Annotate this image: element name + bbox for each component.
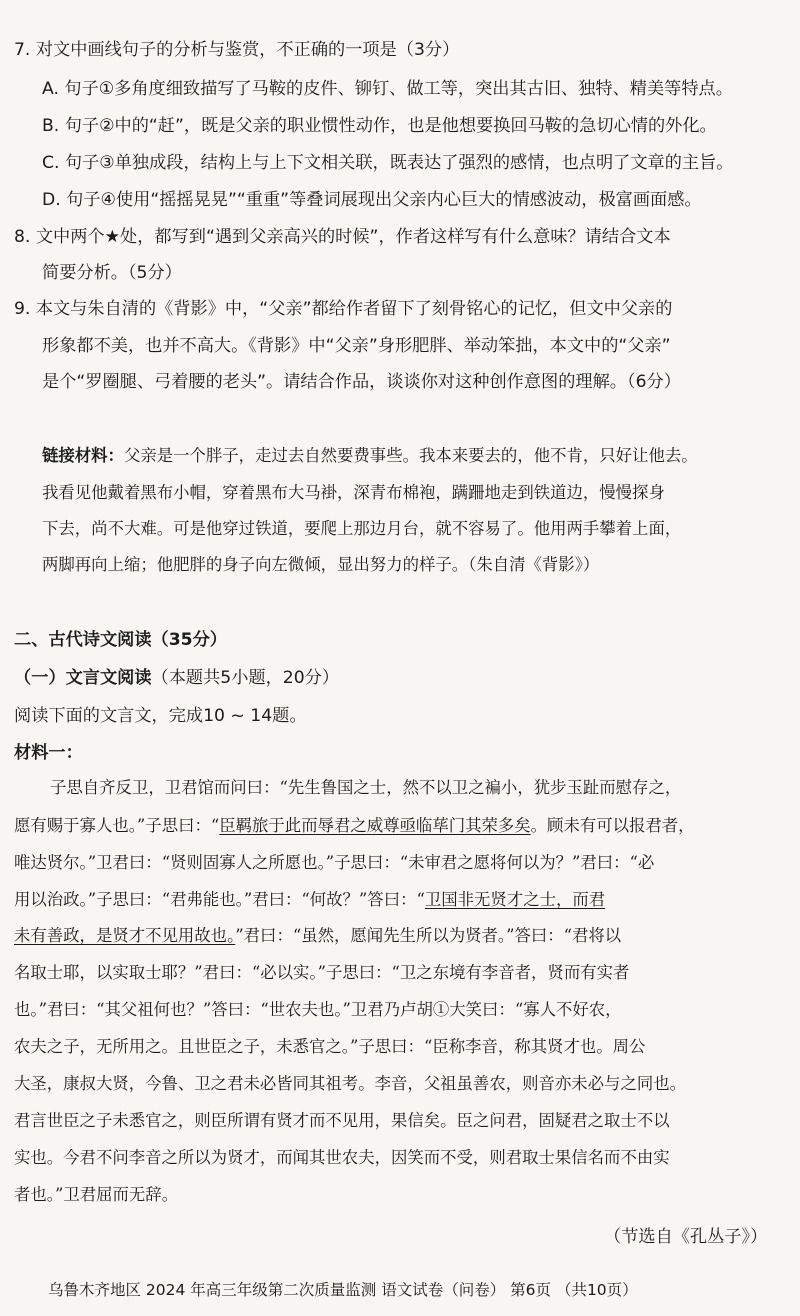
page-footer: 乌鲁木齐地区 2024 年高三年级第二次质量监测 语文试卷（问卷） 第6页 （共10页） <box>48 1281 638 1299</box>
q7-option-d: D. 句子④使用“摇摇晃晃”“重重”等叠词展现出父亲内心巨大的情感波动，极富画面感。 <box>42 190 702 210</box>
passage-line-5-b: ”君曰：“虽然，愿闻先生所以为贤者。”答曰：“君将以 <box>235 926 622 945</box>
passage-line-11: 实也。今君不问李音之所以为贤才，而闻其世农夫，因笑而不受，则君取士果信名而不由实 <box>14 1148 670 1167</box>
passage-line-5 <box>14 924 621 948</box>
q9-line-3: 是个“罗圈腿、弓着腰的老头”。请结合作品，谈谈你对这种创作意图的理解。（6分） <box>42 372 681 392</box>
q7-option-b: B. 句子②中的“赶”，既是父亲的职业惯性动作，也是他想要换回马鞍的急切心情的外化。 <box>42 116 717 136</box>
q9-line-2: 形象都不美，也并不高大。《背影》中“父亲”身形肥胖、举动笨拙，本文中的“父亲” <box>42 336 671 356</box>
section-2-sub-note: （本题共5小题，20分） <box>151 668 340 688</box>
passage-source: （节选自《孔丛子》） <box>604 1227 768 1247</box>
underlined-sentence-1: 臣羁旅于此而辱君之威尊亟临荜门其荣多矣 <box>219 816 531 835</box>
passage-line-2-a: 愿有赐于寡人也。”子思曰：“ <box>14 816 220 835</box>
passage-line-6: 名取士耶，以实取士耶？”君曰：“必以实。”子思曰：“卫之东境有李音者，贤而有实者 <box>14 963 630 982</box>
q9-line-1: 9. 本文与朱自清的《背影》中，“父亲”都给作者留下了刻骨铭心的记忆，但文中父亲的 <box>14 299 673 319</box>
q7-option-a: A. 句子①多角度细致描写了马鞍的皮件、铆钉、做工等，突出其古旧、独特、精美等特点。 <box>42 79 733 99</box>
link-material-line-3: 下去，尚不大难。可是他穿过铁道，要爬上那边月台，就不容易了。他用两手攀着上面， <box>42 519 682 538</box>
passage-line-8: 农夫之子，无所用之。且世臣之子，未悉官之。”子思曰：“臣称李音，称其贤才也。周公 <box>14 1037 646 1056</box>
q8-line-2: 简要分析。（5分） <box>42 263 182 283</box>
section-2-sub-heading <box>14 666 339 690</box>
link-material-line-2: 我看见他戴着黑布小帽，穿着黑布大马褂，深青布棉袍，蹒跚地走到铁道边，慢慢探身 <box>42 483 665 502</box>
link-material-line-1 <box>42 444 698 468</box>
passage-line-12: 者也。”卫君屈而无辞。 <box>14 1185 179 1204</box>
passage-line-2 <box>14 814 695 838</box>
passage-line-9: 大圣，康叔大贤，今鲁、卫之君未必皆同其祖考。李音，父祖虽善农，则音亦未必与之同也。 <box>14 1074 687 1093</box>
q7-stem: 7. 对文中画线句子的分析与鉴赏，不正确的一项是（3分） <box>14 40 460 60</box>
material-one-label: 材料一： <box>14 743 83 763</box>
section-2-instruction: 阅读下面的文言文，完成10 ~ 14题。 <box>14 706 307 726</box>
passage-line-4-a: 用以治政。”子思曰：“君弗能也。”君曰：“何故？”答曰：“ <box>14 890 425 909</box>
underlined-sentence-2-a: 卫国非无贤才之士，而君 <box>424 890 606 909</box>
section-2-heading: 二、古代诗文阅读（35分） <box>14 630 227 650</box>
passage-line-7: 也。”君曰：“其父祖何也？”答曰：“世农夫也。”卫君乃卢胡①大笑曰：“寡人不好农， <box>14 1000 622 1019</box>
passage-line-10: 君言世臣之子未悉官之，则臣所谓有贤才而不见用，果信矣。臣之问君，固疑君之取士不以 <box>14 1111 670 1130</box>
q7-option-c: C. 句子③单独成段，结构上与上下文相关联，既表达了强烈的感情，也点明了文章的主旨。 <box>42 153 734 173</box>
underlined-sentence-2-b: 未有善政，是贤才不见用故也。 <box>14 926 236 945</box>
link-material-line-4: 两脚再向上缩；他肥胖的身子向左微倾，显出努力的样子。（朱自清《背影》） <box>42 555 600 574</box>
section-2-sub-title: （一）文言文阅读 <box>14 668 152 688</box>
passage-line-4 <box>14 888 605 912</box>
passage-line-3: 唯达贤尔。”卫君曰：“贤则固寡人之所愿也。”子思曰：“未审君之愿将何以为？”君曰：“必 <box>14 853 655 872</box>
q8-line-1: 8. 文中两个★处，都写到“遇到父亲高兴的时候”，作者这样写有什么意味？请结合文本 <box>14 227 671 247</box>
passage-line-2-b: 。顾未有可以报君者， <box>530 816 695 835</box>
link-material-text-1: 父亲是一个胖子，走过去自然要费事些。我本来要去的，他不肯，只好让他去。 <box>123 446 698 465</box>
link-material-label: 链接材料： <box>42 446 124 465</box>
passage-line-1: 子思自齐反卫，卫君馆而问曰：“先生鲁国之士，然不以卫之褊小，犹步玉趾而慰存之， <box>50 778 682 797</box>
